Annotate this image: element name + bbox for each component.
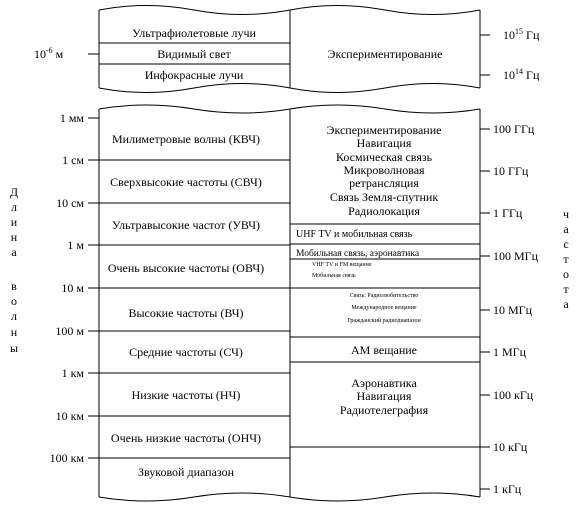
band-label-uhf: Ультравысокие частот (УВЧ) (111, 218, 261, 232)
app-ham-radio: Связь: Радиолюбительство (349, 293, 419, 299)
band-label-ehf: Милиметровые волны (КВЧ) (112, 132, 260, 146)
app-citizen-band: Гражданский радиодиапазон (347, 318, 421, 324)
band-label-vlf: Очень низкие частоты (ОНЧ) (110, 431, 262, 445)
wavelength-tick-label: 1 м (67, 238, 84, 252)
frequency-axis-letter: с (563, 237, 569, 251)
wavelength-axis-letter: и (10, 215, 18, 229)
frequency-tick-label: 100 МГц (493, 249, 539, 263)
app-am-broadcast: АМ вещание (351, 343, 417, 357)
band-label-mf: Средние частоты (СЧ) (129, 345, 243, 359)
frequency-axis-letter: т (563, 282, 569, 296)
wavelength-axis (10, 111, 99, 465)
wavelength-tick-label: 10 км (55, 409, 84, 423)
frequency-tick-label: 10 ГГц (493, 164, 529, 178)
band-label-hf: Высокие частоты (ВЧ) (128, 306, 244, 320)
wavelength-tick-label: 1 мм (59, 111, 84, 125)
top-frequency-marker-1: $10^{15}$ Гц (503, 27, 540, 42)
frequency-axis-letter: а (563, 297, 569, 311)
wavelength-axis-letter: в (11, 279, 17, 293)
frequency-tick-label: 1 ГГц (493, 206, 523, 220)
wavelength-tick-label: 10 см (56, 196, 84, 210)
top-experiment-label: Экспериментирование (327, 47, 443, 61)
app-microwave: Микроволновая (343, 163, 425, 177)
wavelength-axis-letter: н (10, 230, 18, 244)
main-section (99, 105, 480, 501)
wavelength-axis-letter: Д (9, 185, 19, 199)
frequency-tick-label: 100 кГц (493, 388, 534, 402)
app-uhf-tv: UHF TV и мобильная связь (296, 229, 413, 240)
app-radiotelegraphy: Радиотелеграфия (339, 403, 429, 417)
uv-band-label: Ультрафиолетовые лучи (132, 26, 256, 40)
frequency-axis-letter: о (563, 267, 569, 281)
top-section (34, 6, 540, 93)
app-experimentation: Экспериментирование (326, 123, 442, 137)
wavelength-axis-letter: о (11, 294, 17, 308)
wavelength-axis-letter: а (11, 245, 17, 259)
frequency-axis-letter: а (563, 222, 569, 236)
app-mobile-aero: Мобильная связь, аэронавтика (296, 249, 420, 259)
band-label-vhf: Очень высокие частоты (ОВЧ) (107, 261, 265, 275)
wavelength-axis-letter: ы (9, 341, 19, 355)
band-label-audio: Звуковой диапазон (137, 465, 235, 479)
ir-band-label: Инфокрасные лучи (144, 68, 244, 82)
top-wavelength-marker: $10^{-6}$ м (34, 46, 64, 61)
app-intl-broadcast: Международное вещание (351, 305, 417, 311)
top-frequency-marker-2: $10^{14}$ Гц (503, 67, 540, 82)
wavelength-axis-letter: н (10, 325, 18, 339)
app-relay: ретрансляция (349, 176, 419, 190)
wavelength-tick-label: 100 м (55, 324, 84, 338)
wavelength-tick-label: 100 км (49, 451, 84, 465)
frequency-tick-label: 10 МГц (493, 303, 533, 317)
app-earth-satellite: Связь Земля-спутник (329, 190, 439, 204)
wavelength-axis-letter: л (11, 309, 17, 323)
frequency-tick-label: 1 МГц (493, 345, 527, 359)
frequency-tick-label: 1 кГц (493, 482, 522, 496)
app-lf-navigation: Навигация (356, 389, 412, 403)
app-radar: Радиолокация (348, 204, 420, 218)
app-navigation: Навигация (356, 136, 412, 150)
wavelength-axis-letter: л (11, 200, 17, 214)
wavelength-tick-label: 1 км (61, 366, 84, 380)
frequency-axis-letter: т (563, 252, 569, 266)
app-vhf-tv-fm: VHF TV и FM вещание (312, 262, 372, 268)
band-label-lf: Низкие частоты (НЧ) (131, 388, 241, 402)
frequency-axis-letter: ч (562, 207, 570, 221)
visible-band-label: Видимый свет (157, 47, 231, 61)
frequency-axis (480, 122, 569, 496)
app-space-comm: Космическая связь (335, 150, 433, 164)
band-label-shf: Сверхвысокие частоты (СВЧ) (110, 175, 262, 189)
frequency-tick-label: 100 ГГц (493, 122, 535, 136)
app-aeronautics: Аэронавтика (351, 376, 417, 390)
frequency-tick-label: 10 кГц (493, 440, 528, 454)
wavelength-tick-label: 10 м (61, 281, 84, 295)
app-mobile-small: Мобильная связь (312, 273, 356, 279)
wavelength-tick-label: 1 см (62, 153, 84, 167)
